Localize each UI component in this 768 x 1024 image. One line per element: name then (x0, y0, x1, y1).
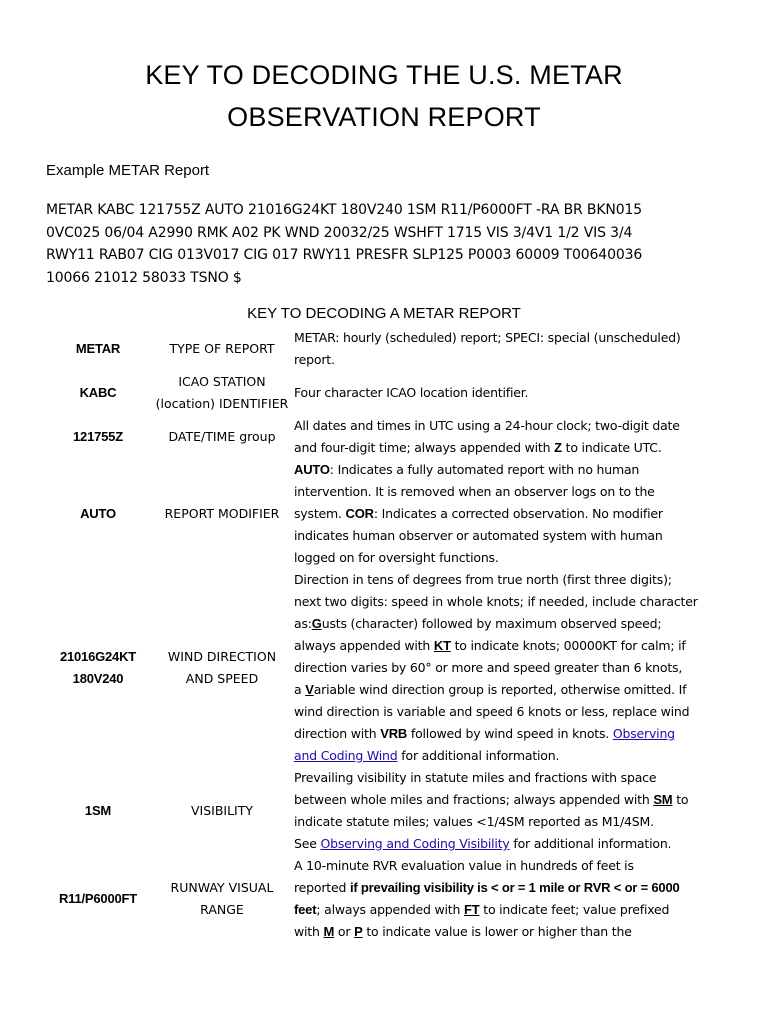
table-row (46, 327, 722, 371)
description-cell: AUTO: Indicates a fully automated report with no human intervention. It is removed when an observer logs on to the system. COR: Indicates a corrected observation. No modifier indicates human observer or automated system with human logged on for oversight functions. (294, 462, 663, 565)
table-row (46, 767, 722, 855)
example-line: METAR KABC 121755Z AUTO 21016G24KT 180V240 1SM R11/P6000FT -RA BR BKN015 (46, 202, 642, 218)
table-row (46, 459, 722, 569)
description-cell: All dates and times in UTC using a 24-hour clock; two-digit date and four-digit time; always appended with Z to indicate UTC. (294, 418, 680, 455)
metar-key-table (46, 327, 722, 943)
element-cell: RUNWAY VISUAL RANGE (170, 880, 274, 917)
table-row (46, 569, 722, 767)
code-cell: 21016G24KT 180V240 (59, 649, 137, 686)
example-line: 10066 21012 58033 TSNO $ (46, 269, 242, 286)
code-cell: METAR (75, 341, 121, 356)
document-title-line-1: KEY TO DECODING THE U.S. METAR (145, 60, 623, 90)
observing-coding-wind-link[interactable]: Observing (612, 726, 675, 741)
example-line: RWY11 RAB07 CIG 013V017 CIG 017 RWY11 PRESFR SLP125 P0003 60009 T00640036 (46, 247, 643, 263)
observing-coding-wind-link[interactable]: and Coding Wind (294, 748, 398, 763)
element-cell: TYPE OF REPORT (169, 341, 275, 356)
description-cell: A 10-minute RVR evaluation value in hundreds of feet is reported if prevailing visibility is < or = 1 mile or RVR < or = 6000 feet; always appended with FT to indicate feet; value prefixed with M or P to indicate value is lower or higher than the (294, 858, 680, 939)
element-cell: DATE/TIME group (168, 429, 276, 444)
key-heading: KEY TO DECODING A METAR REPORT (247, 305, 521, 322)
description-cell: Prevailing visibility in statute miles and fractions with space between whole miles and fractions; always appended with SM to indicate statute miles; values <1/4SM reported as M1/4SM. See Observing and Coding Visibility for additional information. (294, 770, 689, 851)
element-cell: WIND DIRECTION AND SPEED (167, 649, 277, 686)
code-cell: 121755Z (73, 429, 123, 444)
description-cell: METAR: hourly (scheduled) report; SPECI: special (unscheduled) report. (294, 330, 681, 367)
code-cell: AUTO (80, 506, 116, 521)
element-cell: REPORT MODIFIER (164, 506, 280, 521)
element-cell: ICAO STATION (location) IDENTIFIER (155, 374, 289, 411)
table-row (46, 371, 722, 415)
example-heading: Example METAR Report (46, 162, 210, 179)
table-row (46, 855, 722, 943)
code-cell: R11/P6000FT (58, 891, 137, 906)
code-cell: 1SM (84, 803, 112, 818)
description-cell: Direction in tens of degrees from true north (first three digits); next two digits: speed in whole knots; if needed, include character as:Gusts (character) followed by maximum observed speed; always appended with KT to indicate knots; 00000KT for calm; if direction varies by 60° or more and speed greater than 6 knots, a Variable wind direction group is reported, otherwise omitted. If wind direction is variable and speed 6 knots or less, replace wind direction with VRB followed by wind speed in knots. Observing and Coding Wind for additional information. (294, 572, 698, 763)
document-title-line-2: OBSERVATION REPORT (227, 102, 541, 132)
example-metar-report (46, 199, 736, 289)
example-line: 0VC025 06/04 A2990 RMK A02 PK WND 20032/25 WSHFT 1715 VIS 3/4V1 1/2 VIS 3/4 (46, 224, 633, 241)
element-cell: VISIBILITY (190, 803, 254, 818)
observing-coding-visibility-link[interactable]: Observing and Coding Visibility (320, 836, 510, 851)
code-cell: KABC (79, 385, 117, 400)
table-row (46, 415, 722, 459)
description-cell: Four character ICAO location identifier. (294, 385, 529, 400)
